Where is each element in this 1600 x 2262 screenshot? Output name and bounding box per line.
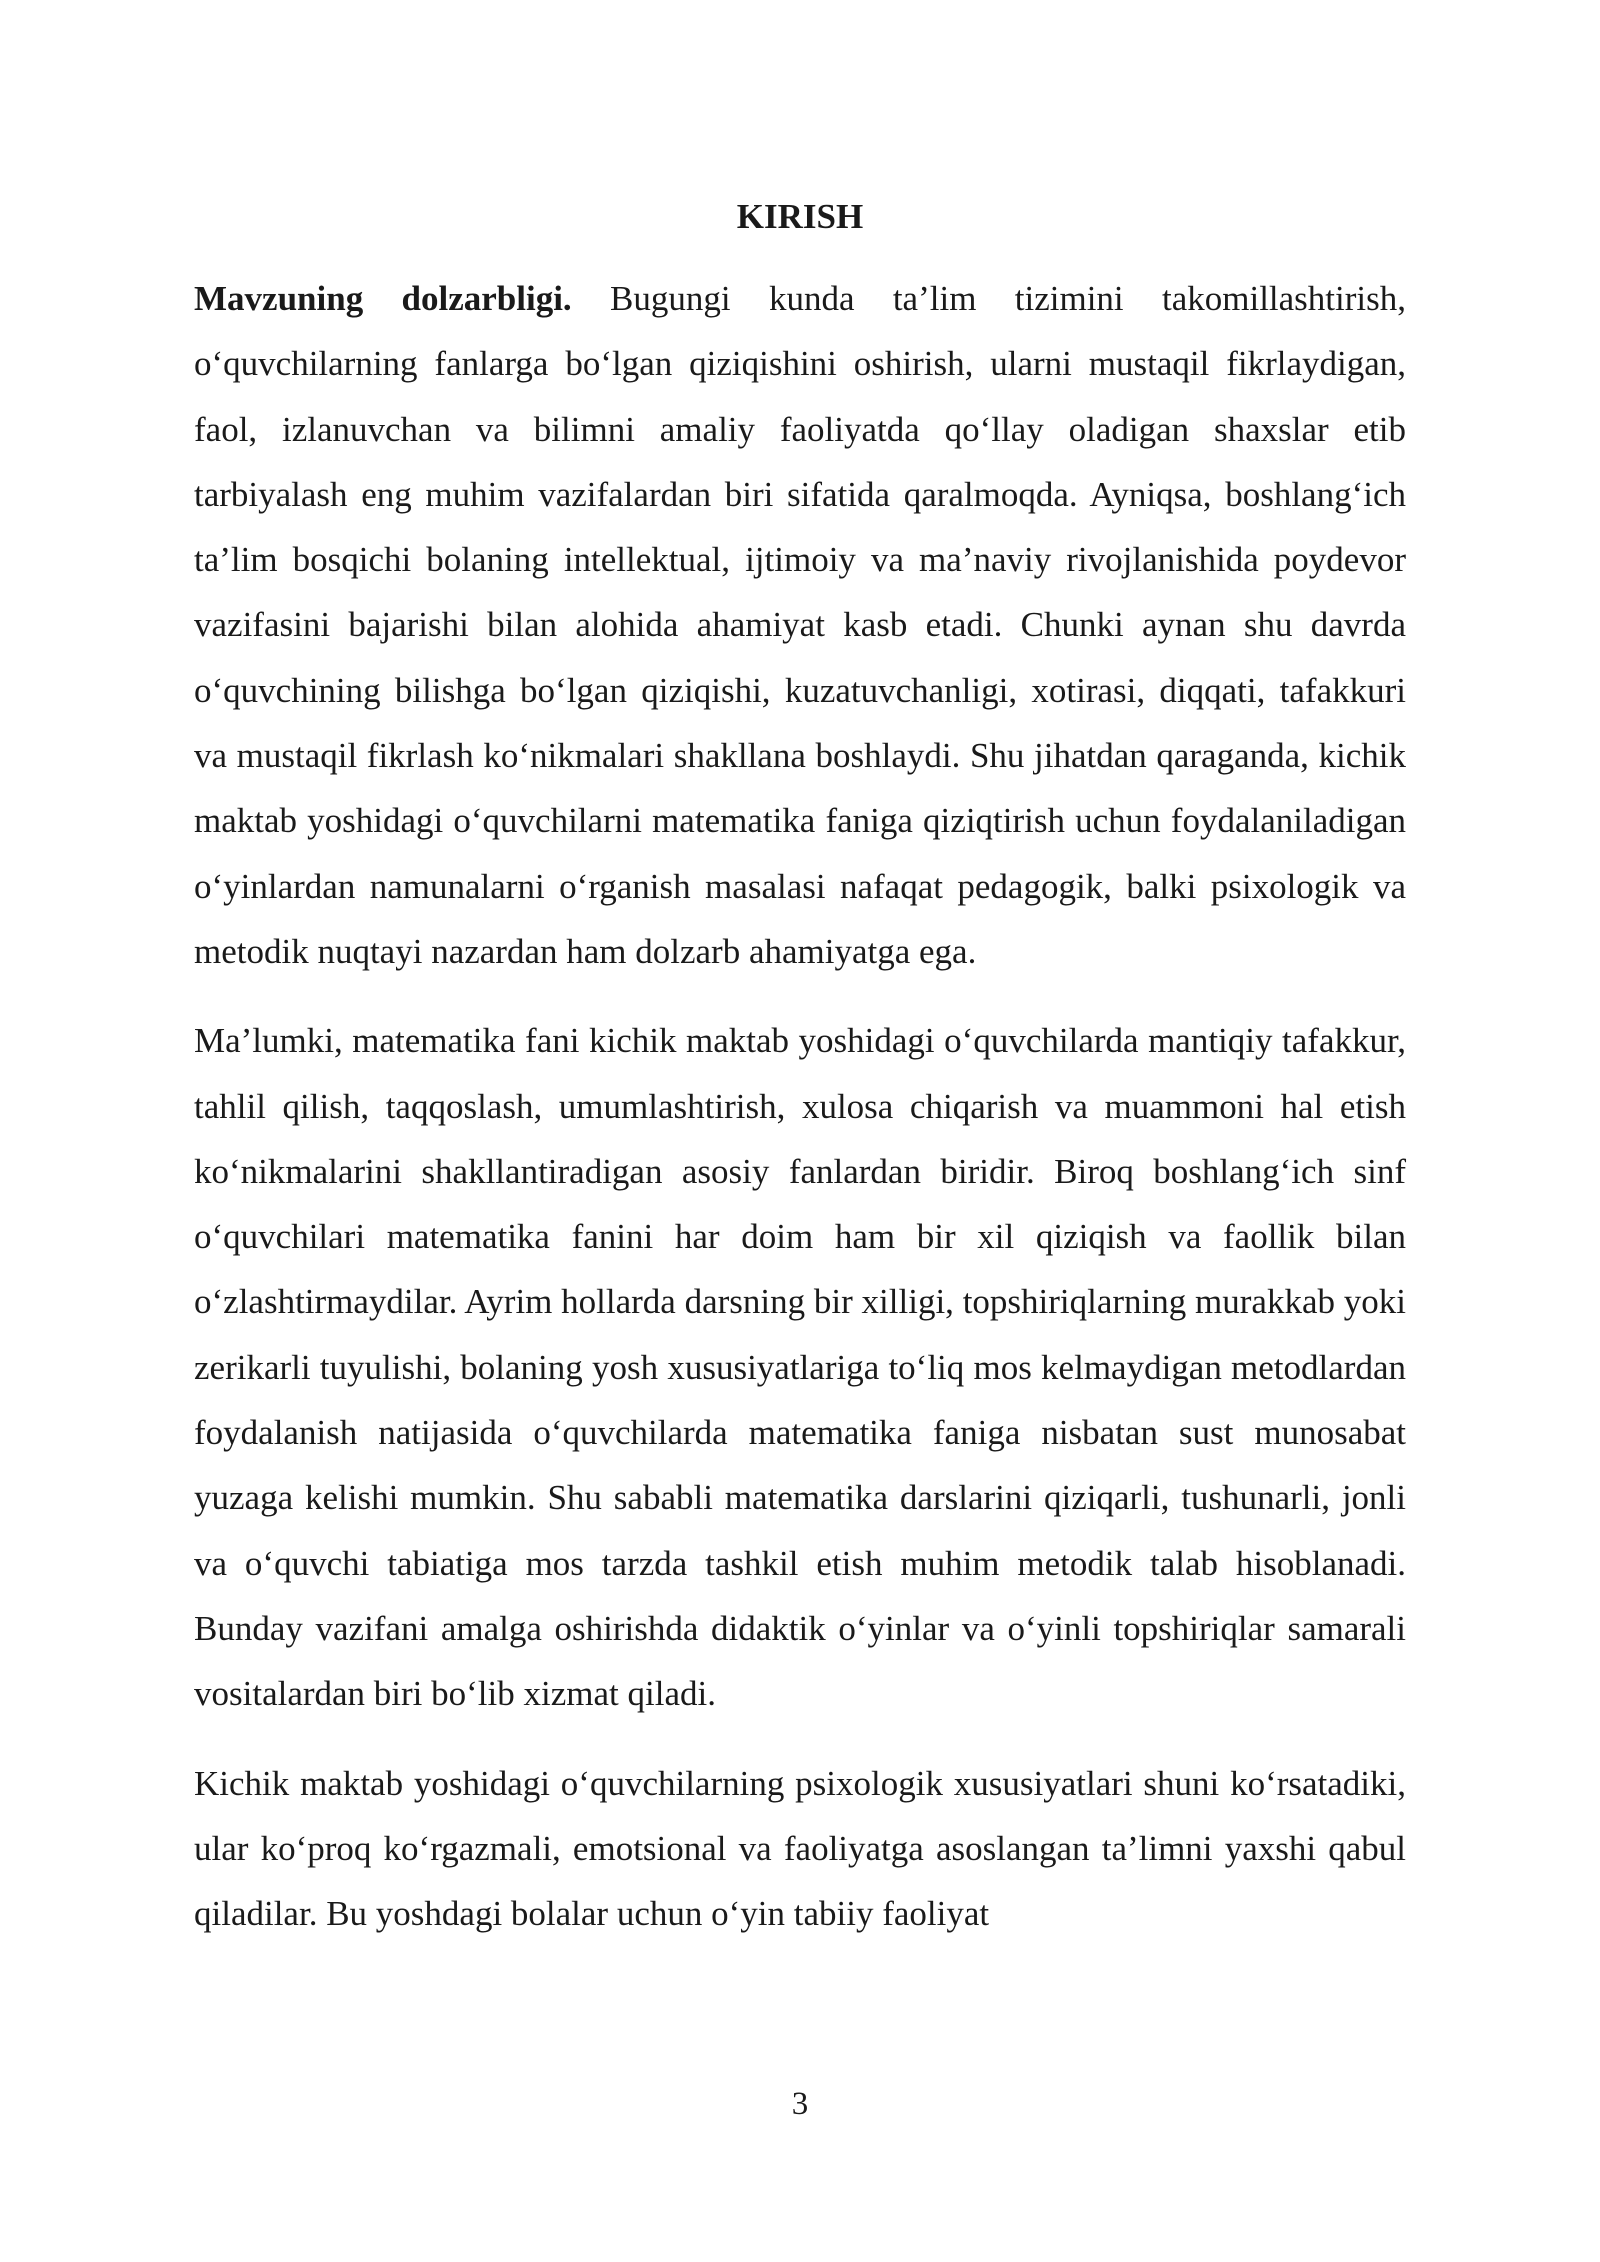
document-heading: KIRISH bbox=[736, 197, 864, 236]
page-number: 3 bbox=[791, 2086, 809, 2122]
paragraph-lead: Mavzuning dolzarbligi. bbox=[194, 279, 572, 318]
paragraph-psychology: Kichik maktab yoshidagi o‘quvchilarning psixologik xususiyatlari shuni ko‘rsatadiki, ular ko‘proq ko‘rgazmali, emotsional va faoliyatga asoslangan ta’limni yaxshi qabul qiladilar. Bu yoshdagi bolalar uchun o‘yin tabiiy faoliyat bbox=[194, 1763, 1406, 1934]
paragraph-text: Bugungi kunda ta’lim tizimini takomillashtirish, o‘quvchilarning fanlarga bo‘lgan qiziqishini oshirish, ularni mustaqil fikrlaydigan, faol, izlanuvchan va bilimni amaliy faoliyatda qo‘llay oladigan shaxslar etib tarbiyalash eng muhim vazifalardan biri sifatida qaralmoqda. Ayniqsa, boshlang‘ich ta’lim bosqichi bolaning intellektual, ijtimoiy va ma’naviy rivojlanishida poydevor vazifasini bajarishi bilan alohida ahamiyat kasb etadi. Chunki aynan shu davrda o‘quvchining bilishga bo‘lgan qiziqishi, kuzatuvchanligi, xotirasi, diqqati, tafakkuri va mustaqil fikrlash ko‘nikmalari shakllana boshlaydi. Shu jihatdan qaraganda, kichik maktab yoshidagi o‘quvchilarni matematika faniga qiziqtirish uchun foydalaniladigan o‘yinlardan namunalarni o‘rganish masalasi nafaqat pedagogik, balki psixologik va metodik nuqtayi nazardan ham dolzarb ahamiyatga ega. bbox=[194, 279, 1406, 971]
document-body bbox=[194, 266, 1406, 1970]
paragraph-relevance bbox=[194, 266, 1406, 984]
paragraph-mathematics: Ma’lumki, matematika fani kichik maktab yoshidagi o‘quvchilarda mantiqiy tafakkur, tahlil qilish, taqqoslash, umumlashtirish, xulosa chiqarish va muammoni hal etish ko‘nikmalarini shakllantiradigan asosiy fanlardan biridir. Biroq boshlang‘ich sinf o‘quvchilari matematika fanini har doim ham bir xil qiziqish va faollik bilan o‘zlashtirmaydilar. Ayrim hollarda darsning bir xilligi, topshiriqlarning murakkab yoki zerikarli tuyulishi, bolaning yosh xususiyatlariga to‘liq mos kelmaydigan metodlardan foydalanish natijasida o‘quvchilarda matematika faniga nisbatan sust munosabat yuzaga kelishi mumkin. Shu sababli matematika darslarini qiziqarli, tushunarli, jonli va o‘quvchi tabiatiga mos tarzda tashkil etish muhim metodik talab hisoblanadi. Bunday vazifani amalga oshirishda didaktik o‘yinlar va o‘yinli topshiriqlar samarali vositalardan biri bo‘lib xizmat qiladi. bbox=[194, 1021, 1406, 1714]
